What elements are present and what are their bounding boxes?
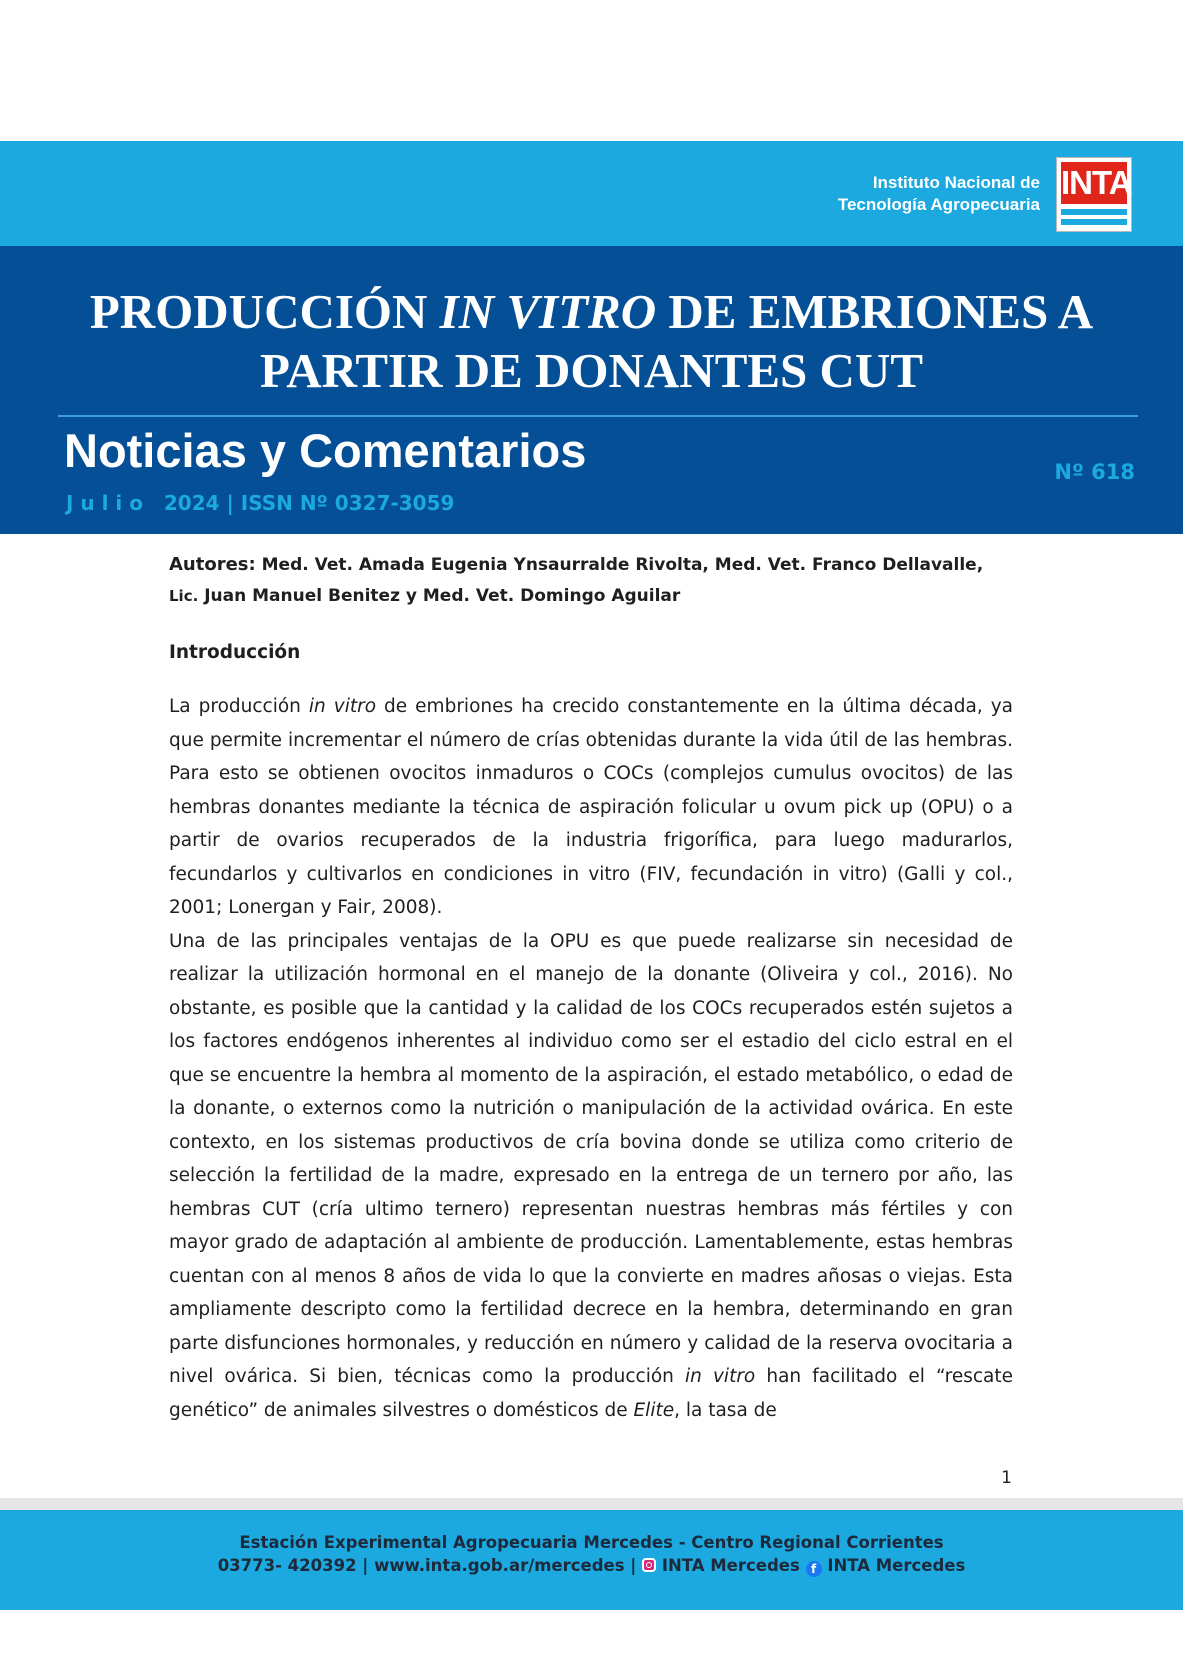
paragraph-1: La producción in vitro de embriones ha crecido constantemente en la última década, ya que permite incrementar el número de crías obtenidas durante la vida útil de las hembras. Para esto se obtienen ovocitos inmaduros o COCs (complejos cumulus ovocitos) de las hembras donantes mediante la técnica de aspiración folicular u ovum pick up (OPU) o a partir de ovarios recuperados de la industria frigorífica, para luego madurarlos, fecundarlos y cultivarlos en condiciones in vitro (FIV, fecundación in vitro) (Galli y col., 2001; Lonergan y Fair, 2008). [169,696,1013,918]
issue-number: Nº 618 [1054,460,1135,484]
issue-month: J u l i o [66,491,143,515]
footer-facebook: INTA Mercedes [827,1556,966,1575]
document-title: PRODUCCIÓN IN VITRO DE EMBRIONES A PARTIR DE DONANTES CUT [89,284,1094,398]
facebook-icon: f [806,1561,822,1577]
series-name: Noticias y Comentarios [64,424,587,477]
article-body [169,549,1013,1427]
inta-logo [1056,157,1132,232]
title-divider [58,415,1138,417]
logo-stripe-2 [1061,219,1127,225]
authors: Autores: Med. Vet. Amada Eugenia Ynsaurralde Rivolta, Med. Vet. Franco Dellavalle, Lic. Juan Manuel Benitez y Med. Vet. Domingo Aguilar [169,554,984,606]
footer-divider [0,1498,1183,1510]
issue-line [66,488,454,518]
instagram-icon [642,1558,656,1572]
authors-label: Autores: [169,554,256,575]
page-number: 1 [1001,1468,1012,1488]
footer-instagram: INTA Mercedes [661,1556,800,1575]
paragraph-2: Una de las principales ventajas de la OPU es que puede realizarse sin necesidad de realizar la utilización hormonal en el manejo de la donante (Oliveira y col., 2016). No obstante, es posible que la cantidad y la calidad de los COCs recuperados estén sujetos a los factores endógenos inherentes al individuo como ser el estadio del ciclo estral en el que se encuentre la hembra al momento de la aspiración, el estado metabólico, o edad de la donante, o externos como la nutrición o manipulación de la actividad ovárica. En este contexto, en los sistemas productivos de cría bovina donde se utiliza como criterio de selección la fertilidad de la madre, expresado en la entrega de un ternero por año, las hembras CUT (cría ultimo ternero) representan nuestras hembras más fértiles y con mayor grado de adaptación al ambiente de producción. Lamentablemente, estas hembras cuentan con al menos 8 años de vida lo que la convierte en madres añosas o viejas. Esta ampliamente descripto como la fertilidad decrece en la hembra, determinando en gran parte disfunciones hormonales, y reducción en número y calidad de la reserva ovocitaria a nivel ovárica. Si bien, técnicas como la producción in vitro han facilitado el “rescate genético” de animales silvestres o domésticos de Elite, la tasa de [169,930,1013,1421]
logo-stripe-1 [1061,209,1127,215]
institute-name [838,172,1040,216]
issue-year-issn: 2024 | ISSN Nº 0327-3059 [142,491,455,515]
inta-logo-text: INTA [1061,162,1127,204]
title-italic: IN VITRO [439,284,657,339]
footer-phone-web: 03773- 420392 | www.inta.gob.ar/mercedes | [217,1556,643,1575]
footer-contacts [0,1556,1183,1577]
footer-station: Estación Experimental Agropecuaria Mercedes - Centro Regional Corrientes [239,1533,944,1552]
institute-line-1: Instituto Nacional de [872,173,1040,192]
section-heading: Introducción [169,642,301,663]
institute-line-2: Tecnología Agropecuaria [837,195,1040,214]
